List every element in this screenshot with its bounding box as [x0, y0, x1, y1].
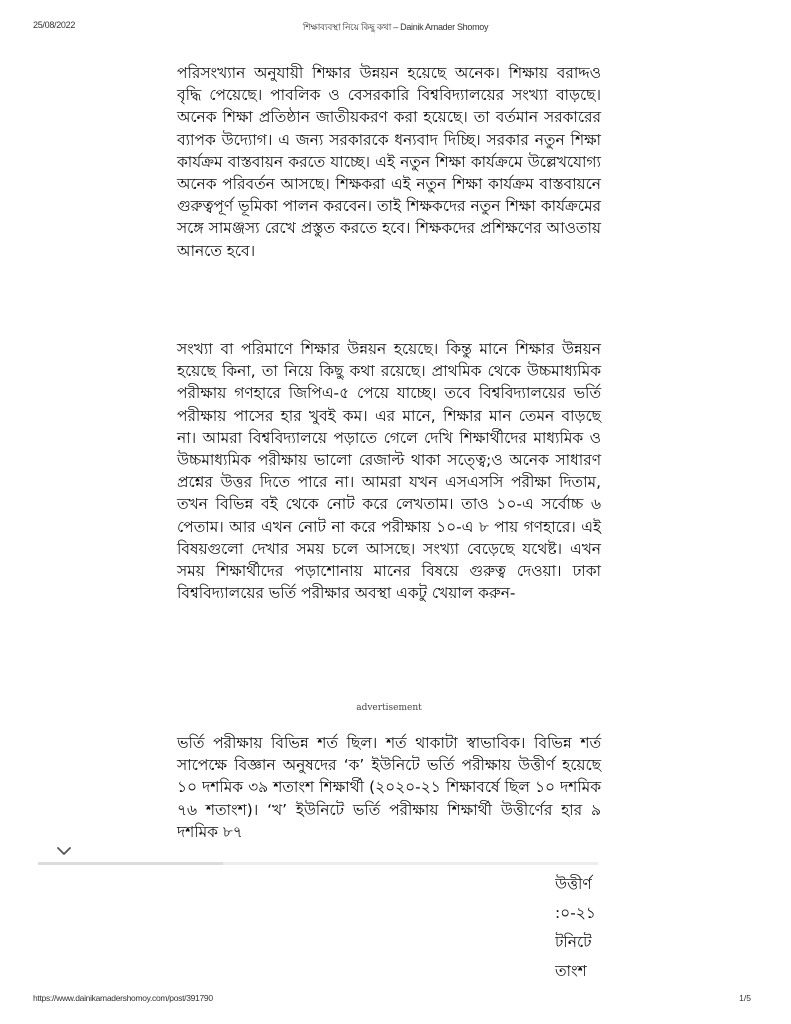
print-date: 25/08/2022	[33, 20, 76, 30]
advertisement-label: advertisement	[356, 703, 422, 713]
clipped-fragment: উত্তীর্ণ	[555, 875, 592, 893]
clipped-fragment: টনিটে	[555, 933, 592, 951]
page-url: https://www.dainikamadershomoy.com/post/391790	[33, 993, 213, 1003]
page-number: 1/5	[739, 993, 751, 1003]
clipped-fragment: তাংশ	[555, 962, 587, 980]
scroll-progress-fill	[38, 862, 223, 865]
article-paragraph: পরিসংখ্যান অনুযায়ী শিক্ষার উন্নয়ন হয়েছে অনেক। শিক্ষায় বরাদ্দও বৃদ্ধি পেয়েছে। পাবলিক ও বেসরকারি বিশ্ববিদ্যালয়ের সংখ্যা বাড়ছে। অনেক শিক্ষা প্রতিষ্ঠান জাতীয়করণ করা হয়েছে। তা বর্তমান সরকারের ব্যাপক উদ্যোগ। এ জন্য সরকারকে ধন্যবাদ দিচ্ছি। সরকার নতুন শিক্ষা কার্যক্রম বাস্তবায়ন করতে যাচ্ছে। এই নতুন শিক্ষা কার্যক্রমে উল্লেখযোগ্য অনেক পরিবর্তন আসছে। শিক্ষকরা এই নতুন শিক্ষা কার্যক্রম বাস্তবায়নে গুরুত্বপূর্ণ ভূমিকা পালন করবেন। তাই শিক্ষকদের নতুন শিক্ষা কার্যক্রমের সঙ্গে সামঞ্জস্য রেখে প্রস্তুত করতে হবে। শিক্ষকদের প্রশিক্ষণের আওতায় আনতে হবে।	[177, 64, 601, 260]
clipped-text-fragments	[555, 870, 605, 986]
scroll-progress-bar[interactable]	[38, 862, 598, 865]
chevron-down-icon[interactable]	[56, 843, 72, 859]
page-title: শিক্ষাব্যবস্থা নিয়ে কিছু কথা – Dainik Amader Shomoy	[302, 22, 489, 32]
article-paragraph: সংখ্যা বা পরিমাণে শিক্ষার উন্নয়ন হয়েছে। কিন্তু মানে শিক্ষার উন্নয়ন হয়েছে কিনা, তা নিয়ে কিছু কথা রয়েছে। প্রাথমিক থেকে উচ্চমাধ্যমিক পরীক্ষায় গণহারে জিপিএ-৫ পেয়ে যাচ্ছে। তবে বিশ্ববিদ্যালয়ের ভর্তি পরীক্ষায় পাসের হার খুবই কম। এর মানে, শিক্ষার মান তেমন বাড়ছে না। আমরা বিশ্ববিদ্যালয়ে পড়াতে গেলে দেখি শিক্ষার্থীদের মাধ্যমিক ও উচ্চমাধ্যমিক পরীক্ষায় ভালো রেজাল্ট থাকা সত্ত্বে;ও অনেক সাধারণ প্রশ্নের উত্তর দিতে পারে না। আমরা যখন এসএসসি পরীক্ষা দিতাম, তখন বিভিন্ন বই থেকে নোট করে লেখতাম। তাও ১০-এ সর্বোচ্চ ৬ পেতাম। আর এখন নোট না করে পরীক্ষায় ১০-এ ৮ পায় গণহারে। এই বিষয়গুলো দেখার সময় চলে আসছে। সংখ্যা বেড়েছে যথেষ্ট। এখন সময় শিক্ষার্থীদের পড়াশোনায় মানের বিষয়ে গুরুত্ব দেওয়া। ঢাকা বিশ্ববিদ্যালয়ের ভর্তি পরীক্ষার অবস্থা একটু খেয়াল করুন-	[177, 340, 601, 603]
article-body	[177, 62, 601, 843]
sticky-overlay-panel	[38, 864, 598, 974]
clipped-fragment: :০-২১	[555, 904, 596, 922]
article-paragraph: ভর্তি পরীক্ষায় বিভিন্ন শর্ত ছিল। শর্ত থাকাটা স্বাভাবিক। বিভিন্ন শর্ত সাপেক্ষে বিজ্ঞান অনুষদের ‘ক’ ইউনিটে ভর্তি পরীক্ষায় উত্তীর্ণ হয়েছে ১০ দশমিক ৩৯ শতাংশ শিক্ষার্থী (২০২০-২১ শিক্ষাবর্ষে ছিল ১০ দশমিক ৭৬ শতাংশ)। ‘খ’ ইউনিটে ভর্তি পরীক্ষায় শিক্ষার্থী উত্তীর্ণের হার ৯ দশমিক ৮৭	[177, 734, 601, 841]
